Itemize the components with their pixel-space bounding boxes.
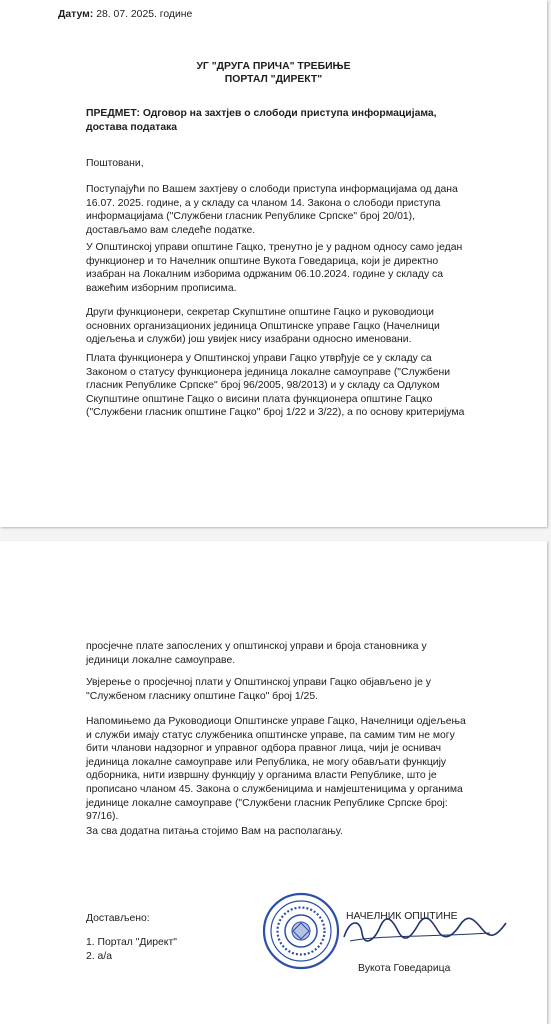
- paragraph-line: одјељења и служби) још увијек нису изабрани односно именовани.: [86, 334, 412, 346]
- paragraph-line: Други функционери, секретар Скупштине општине Гацко и руководиоци: [86, 307, 434, 318]
- paragraph-line: прописано чланом 45. Закона о службеницима и намјештеницима у органима: [86, 783, 463, 795]
- signature-title: НАЧЕЛНИК ОПШТИНЕ: [346, 911, 458, 922]
- paragraph-line: Напомињемо да Руководиоци Општинске управе Гацко, Начелници одјељења: [86, 716, 466, 727]
- signature-name: Вукота Говедарица: [358, 963, 451, 974]
- subject-label: ПРЕДМЕТ:: [86, 108, 140, 119]
- paragraph-2: [86, 241, 462, 295]
- p2-paragraph-3: [86, 715, 466, 824]
- paragraph-line: ("Службени гласник општине Гацко" број 1/22 и 3/22), а по основу критеријума: [86, 407, 465, 419]
- paragraph-line: гласник Републике Српске" број 96/2005, 98/2013) и у складу са Одлуком: [86, 380, 440, 392]
- paragraph-line: "Службеном гласнику општине Гацко" број 1/25.: [86, 690, 318, 702]
- paragraph-line: основних организационих јединица Општинске управе Гацко (Начелници: [86, 320, 440, 332]
- greeting: Поштовани,: [86, 158, 144, 169]
- paragraph-line: 97/16).: [86, 811, 119, 823]
- paragraph-line: просјечне плате запослених у општинској управи и броја становника у: [86, 641, 427, 652]
- handwritten-signature-icon: [340, 915, 510, 945]
- paragraph-1: [86, 183, 458, 237]
- date-value: 28. 07. 2025. године: [96, 9, 193, 20]
- municipal-seal-icon: [262, 892, 340, 970]
- date-line: [58, 8, 192, 22]
- paragraph-line: изабран на Локалним изборима одржаним 06.10.2024. године у складу са: [86, 269, 444, 281]
- paragraph-line: Законом о статусу функционера јединица локалне самоуправе ("Службени: [86, 366, 451, 378]
- paragraph-line: У Општинској управи општине Гацко, тренутно је у радном односу само један: [86, 242, 463, 253]
- paragraph-line: достављамо вам следеће податке.: [86, 224, 256, 236]
- paragraph-line: јединице локалне самоуправе ("Службени гласник Републике Српске број:: [86, 797, 448, 809]
- delivered-label: Достављено:: [86, 913, 150, 924]
- paragraph-line: одборника, нити извршну функцију у органима власти Републике, што је: [86, 770, 437, 782]
- subject-text: Одговор на захтјев о слободи приступа информацијама,: [142, 108, 437, 119]
- p2-paragraph-2: [86, 676, 431, 703]
- subject-text-2: достава података: [86, 121, 178, 133]
- paragraph-line: Плата функционера у Општинској управи Гацко утврђује се у складу са: [86, 353, 432, 364]
- p2-paragraph-1: [86, 640, 427, 667]
- paragraph-line: бити чланови надзорног и управног одбора правног лица, чији је оснивач: [86, 743, 442, 755]
- paragraph-line: важећим изборним прописима.: [86, 282, 237, 294]
- org-name: УГ "ДРУГА ПРИЧА" ТРЕБИЊЕ: [196, 61, 351, 72]
- paragraph-line: Поступајући по Вашем захтјеву о слободи приступа информацијама од дана: [86, 184, 458, 195]
- paragraph-4: [86, 352, 464, 420]
- paragraph-line: функционер и то Начелник општине Вукота Говедарица, који је директно: [86, 255, 439, 267]
- subject-block: [86, 107, 437, 134]
- paragraph-line: Увјерење о просјечној плати у Општинској управи Гацко објављено је у: [86, 677, 431, 688]
- paragraph-line: 16.07. 2025. године, а у складу са чланом 14. Закона о слободи приступа: [86, 197, 441, 209]
- paragraph-line: јединица локалне самоуправе или Република, не могу обављати функцију: [86, 756, 447, 768]
- date-label: Датум:: [58, 9, 94, 20]
- delivered-item: 1. Портал "Директ": [86, 937, 177, 948]
- paragraph-line: информацијама ("Службени гласник Републике Српске" број 20/01),: [86, 211, 415, 223]
- paragraph-line: Скупштине општине Гацко о висини плата функционера општине Гацко: [86, 393, 433, 405]
- p2-closing: За сва додатна питања стојимо Вам на располагању.: [86, 826, 343, 837]
- paragraph-3: [86, 306, 440, 347]
- portal-name: ПОРТАЛ "ДИРЕКТ": [224, 74, 323, 85]
- delivered-item: 2. а/а: [86, 950, 112, 962]
- paragraph-line: и служби имају статус службеника општинске управе, па самим тим не могу: [86, 729, 455, 741]
- delivered-list: [86, 936, 177, 963]
- paragraph-line: јединици локалне самоуправе.: [86, 654, 236, 666]
